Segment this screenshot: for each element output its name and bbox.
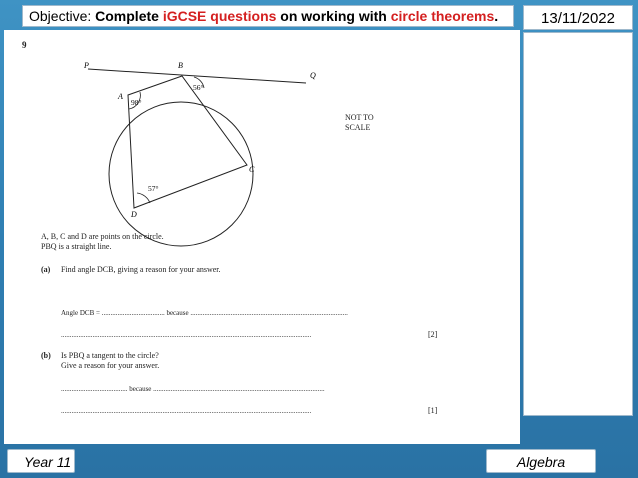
objective-part3: on working with bbox=[276, 8, 391, 24]
part-a-second-line: ............................................................................................................................................... bbox=[61, 331, 312, 339]
tangent-line-pbq bbox=[88, 69, 306, 83]
circle bbox=[109, 102, 253, 246]
part-b-answer-line: ...................................... because .................................................................................................. bbox=[61, 385, 325, 393]
label-d: D bbox=[131, 210, 137, 219]
part-a-label: (a) bbox=[41, 265, 51, 274]
part-a-marks: [2] bbox=[428, 330, 438, 339]
part-a-text: Find angle DCB, giving a reason for your answer. bbox=[61, 265, 221, 274]
part-b-label: (b) bbox=[41, 351, 51, 360]
label-p: P bbox=[84, 61, 89, 70]
part-b-text2: Give a reason for your answer. bbox=[61, 361, 160, 370]
question-number: 9 bbox=[22, 40, 27, 50]
date-box: 13/11/2022 bbox=[523, 5, 633, 30]
part-b-text1: Is PBQ a tangent to the circle? bbox=[61, 351, 159, 360]
angle-label-d: 57° bbox=[148, 184, 159, 193]
not-to-scale-note bbox=[345, 113, 374, 133]
label-b: B bbox=[178, 61, 183, 70]
objective-part1: Complete bbox=[95, 8, 163, 24]
statement-line1: A, B, C and D are points on the circle. bbox=[41, 232, 164, 241]
question-paper bbox=[4, 30, 520, 444]
not-to-scale-line2: SCALE bbox=[345, 123, 371, 132]
not-to-scale-line1: NOT TO bbox=[345, 113, 374, 122]
quadrilateral-abcd bbox=[128, 76, 247, 208]
objective-banner bbox=[22, 5, 514, 27]
circle-diagram bbox=[4, 30, 520, 260]
objective-prefix: Objective: bbox=[29, 8, 96, 24]
statement-line2: PBQ is a straight line. bbox=[41, 242, 112, 251]
part-b-marks: [1] bbox=[428, 406, 438, 415]
year-label: Year 11 bbox=[7, 449, 75, 473]
label-q: Q bbox=[310, 71, 316, 80]
topic-label: Algebra bbox=[486, 449, 596, 473]
objective-part5: . bbox=[494, 8, 499, 24]
objective-part4: circle theorems bbox=[390, 8, 495, 24]
part-a-answer-line: Angle DCB = .................................... because .......................................................................................... bbox=[61, 309, 348, 317]
part-b-second-line: ............................................................................................................................................... bbox=[61, 407, 312, 415]
label-a: A bbox=[118, 92, 123, 101]
label-c: C bbox=[249, 165, 255, 174]
side-panel bbox=[523, 32, 633, 416]
angle-arc-d bbox=[137, 193, 150, 203]
objective-part2: iGCSE questions bbox=[162, 8, 277, 24]
angle-label-a: 98° bbox=[131, 98, 142, 107]
angle-label-b: 56° bbox=[193, 83, 204, 92]
